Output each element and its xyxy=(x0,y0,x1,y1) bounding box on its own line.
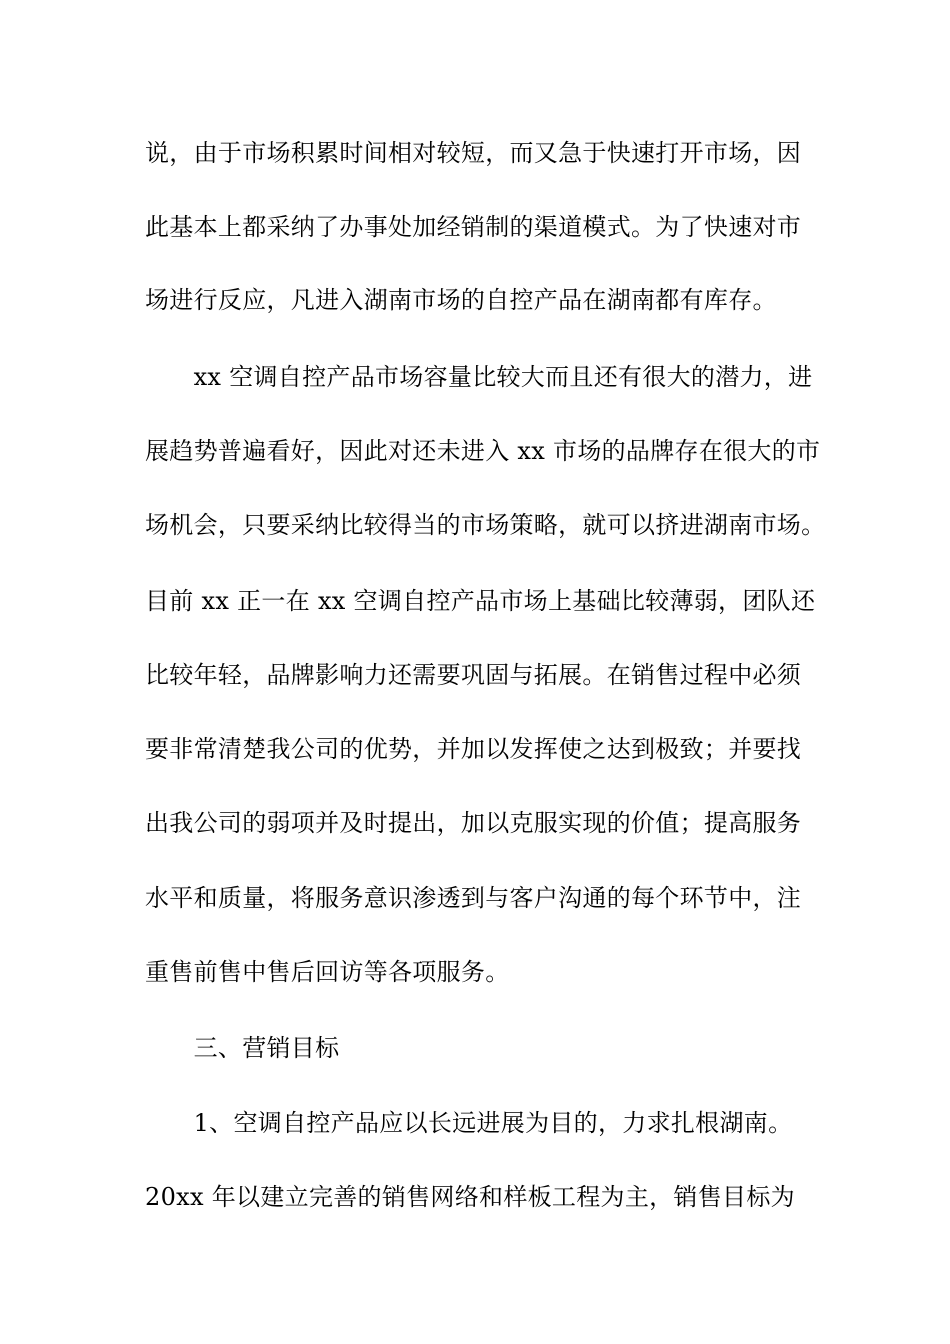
text-line: 此基本上都采纳了办事处加经销制的渠道模式。为了快速对市 xyxy=(145,213,802,241)
text-line: 重售前售中售后回访等各项服务。 xyxy=(145,958,510,986)
text-line: xx 空调自控产品市场容量比较大而且还有很大的潜力，进 xyxy=(145,363,813,391)
text-line: 场进行反应，凡进入湖南市场的自控产品在湖南都有库存。 xyxy=(145,286,777,314)
text-line: 说，由于市场积累时间相对较短，而又急于快速打开市场，因 xyxy=(145,139,802,167)
text-line: 场机会，只要采纳比较得当的市场策略，就可以挤进湖南市场。 xyxy=(145,511,826,539)
text-line: 展趋势普遍看好，因此对还未进入 xx 市场的品牌存在很大的市 xyxy=(145,437,821,465)
text-line: 20xx 年以建立完善的销售网络和样板工程为主，销售目标为 xyxy=(145,1183,795,1211)
text-line: 水平和质量，将服务意识渗透到与客户沟通的每个环节中，注 xyxy=(145,884,802,912)
text-line: 目前 xx 正一在 xx 空调自控产品市场上基础比较薄弱，团队还 xyxy=(145,587,816,615)
text-line: 比较年轻，品牌影响力还需要巩固与拓展。在销售过程中必须 xyxy=(145,661,802,689)
text-line: 出我公司的弱项并及时提出，加以克服实现的价值；提高服务 xyxy=(145,809,802,837)
text-line: 要非常清楚我公司的优势，并加以发挥使之达到极致；并要找 xyxy=(145,735,802,763)
text-line: 1、空调自控产品应以长远进展为目的，力求扎根湖南。 xyxy=(145,1109,793,1137)
section-heading: 三、营销目标 xyxy=(145,1034,340,1062)
